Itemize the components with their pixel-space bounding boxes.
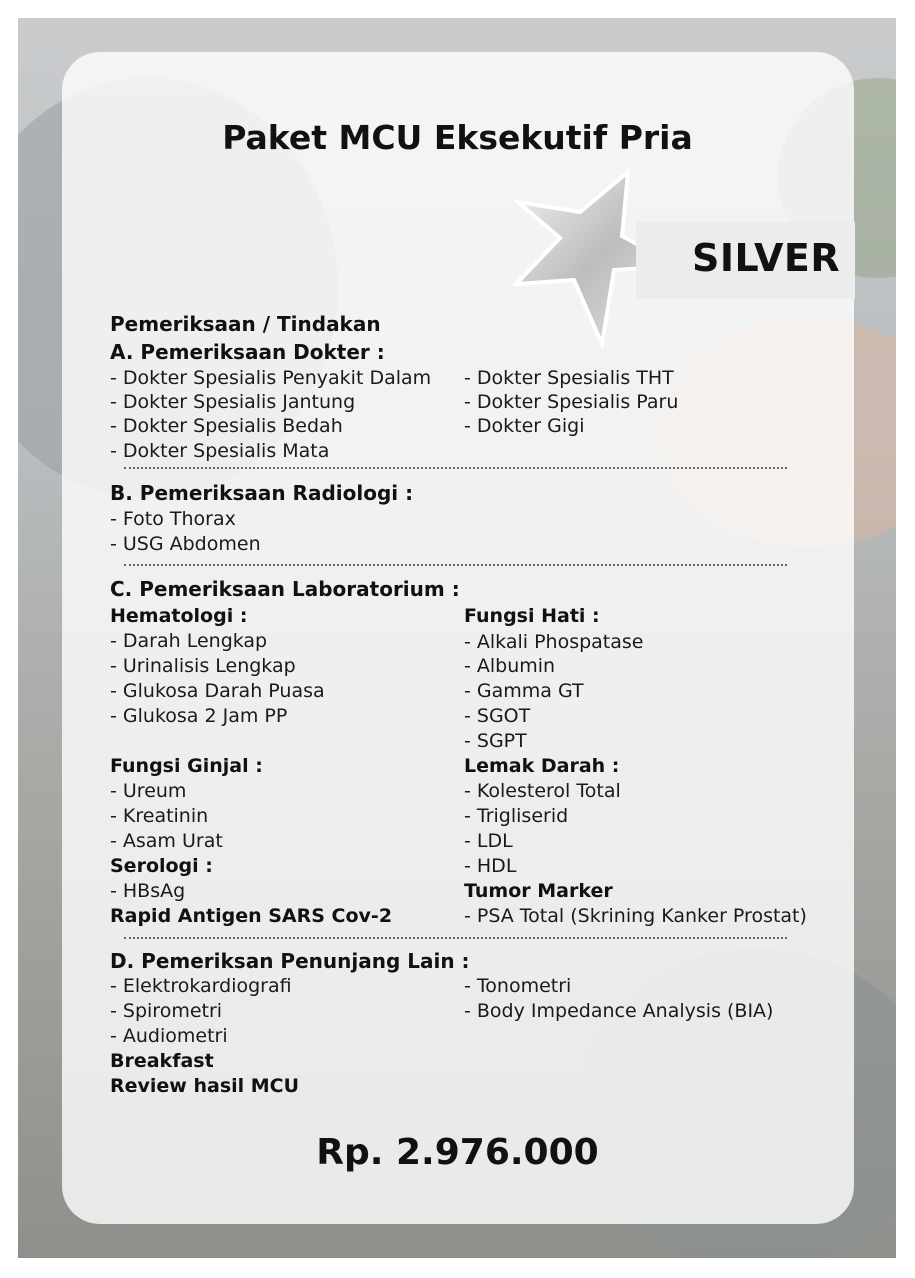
list-item: - USG Abdomen <box>110 533 261 555</box>
list-item: - Gamma GT <box>464 680 584 702</box>
list-item: - Dokter Spesialis Bedah <box>110 415 343 437</box>
list-item: - Dokter Spesialis Mata <box>110 440 330 462</box>
list-item: - Albumin <box>464 655 556 677</box>
list-item: - HBsAg <box>110 880 186 902</box>
list-item: - Elektrokardiografi <box>110 975 292 997</box>
price: Rp. 2.976.000 <box>316 1132 599 1173</box>
list-item: - Dokter Spesialis Penyakit Dalam <box>110 367 432 389</box>
list-item: - Dokter Spesialis THT <box>464 367 674 389</box>
list-item: - Glukosa Darah Puasa <box>110 680 325 702</box>
list-item: - SGOT <box>464 705 531 727</box>
serologi-title: Serologi : <box>110 855 213 877</box>
breakfast-label: Breakfast <box>110 1050 214 1072</box>
tier-label: SILVER <box>692 236 841 280</box>
list-item: - Alkali Phospatase <box>464 631 644 653</box>
review-label: Review hasil MCU <box>110 1075 300 1097</box>
list-item: - Kolesterol Total <box>464 780 621 802</box>
list-item: - Dokter Spesialis Paru <box>464 391 679 413</box>
list-item: - Darah Lengkap <box>110 630 268 652</box>
list-item: - Glukosa 2 Jam PP <box>110 705 288 727</box>
list-item: - SGPT <box>464 730 527 752</box>
list-item: - Ureum <box>110 780 187 802</box>
page-title: Paket MCU Eksekutif Pria <box>222 118 693 157</box>
hematologi-title: Hematologi : <box>110 605 248 627</box>
list-item: - Dokter Gigi <box>464 415 585 437</box>
list-item: - Dokter Spesialis Jantung <box>110 391 356 413</box>
section-d-title: D. Pemeriksan Penunjang Lain : <box>110 949 470 973</box>
fungsi-hati-title: Fungsi Hati : <box>464 605 600 627</box>
divider <box>124 467 787 469</box>
list-item: - HDL <box>464 855 517 877</box>
rapid-antigen-label: Rapid Antigen SARS Cov-2 <box>110 905 393 927</box>
list-item: - Trigliserid <box>464 805 569 827</box>
lemak-darah-title: Lemak Darah : <box>464 755 620 777</box>
list-item: - Kreatinin <box>110 805 209 827</box>
list-item: - PSA Total (Skrining Kanker Prostat) <box>464 905 807 927</box>
list-item: - Urinalisis Lengkap <box>110 655 296 677</box>
list-item: - Tonometri <box>464 975 572 997</box>
list-item: - Audiometri <box>110 1025 228 1047</box>
section-b-title: B. Pemeriksaan Radiologi : <box>110 481 414 505</box>
list-item: - Asam Urat <box>110 830 223 852</box>
list-item: - LDL <box>464 830 513 852</box>
list-item: - Body Impedance Analysis (BIA) <box>464 1000 774 1022</box>
section-header: Pemeriksaan / Tindakan <box>110 312 381 336</box>
section-a-title: A. Pemeriksaan Dokter : <box>110 340 385 364</box>
tumor-marker-title: Tumor Marker <box>464 880 613 902</box>
section-c-title: C. Pemeriksaan Laboratorium : <box>110 577 460 601</box>
list-item: - Foto Thorax <box>110 508 236 530</box>
divider <box>124 937 787 939</box>
fungsi-ginjal-title: Fungsi Ginjal : <box>110 755 263 777</box>
divider <box>124 564 787 566</box>
list-item: - Spirometri <box>110 1000 223 1022</box>
